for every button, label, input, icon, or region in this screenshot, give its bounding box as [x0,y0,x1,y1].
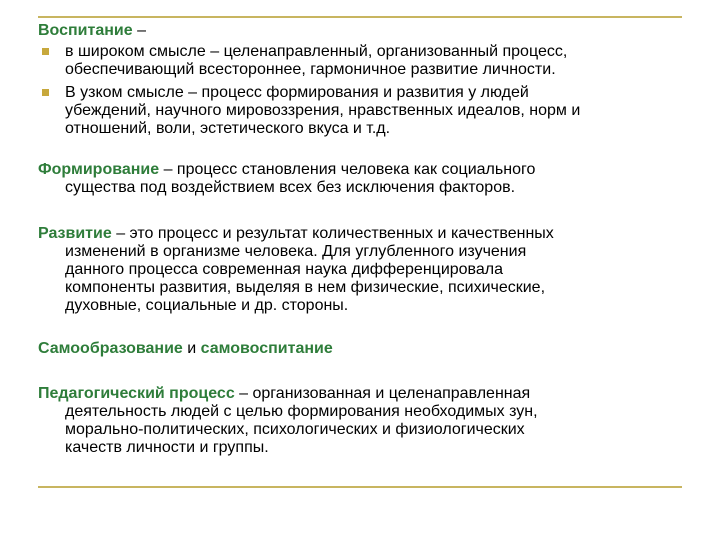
pedagogical-paragraph [38,385,688,457]
slide-content [38,22,688,457]
upbringing-dash: – [132,22,146,39]
development-term: Развитие [38,225,112,242]
pedagogical-line1: – организованная и целенаправленная [234,385,531,402]
formation-line1: – процесс становления человека как социального [159,161,536,178]
broad-sense-line2: обеспечивающий всестороннее, гармоничное развитие личности. [65,61,556,78]
development-line2: изменений в организме человека. Для углубленного изучения [65,243,527,260]
development-paragraph [38,225,688,315]
bullet-square-icon [42,48,49,55]
development-line4: компоненты развития, выделяя в нем физические, психические, [65,279,546,296]
development-line5: духовные, социальные и др. стороны. [65,297,349,314]
development-line3: данного процесса современная наука дифференцировала [65,261,504,278]
self-connector: и [182,340,201,357]
narrow-sense-line2: убеждений, научного мировоззрения, нравственных идеалов, норм и [65,102,581,119]
pedagogical-line3: морально-политических, психологических и физиологических [65,421,525,438]
broad-sense-bullet [38,43,688,79]
self-upbringing-term: самовоспитание [200,340,333,357]
narrow-sense-bullet [38,84,688,138]
upbringing-heading [38,22,688,40]
formation-paragraph [38,161,688,197]
pedagogical-line2: деятельность людей с целью формирования необходимых зун, [65,403,538,420]
pedagogical-line4: качеств личности и группы. [65,439,269,456]
formation-line2: существа под воздействием всех без исключения факторов. [65,179,516,196]
self-education-term: Самообразование [38,340,183,357]
pedagogical-term: Педагогический процесс [38,385,235,402]
bottom-divider [38,486,682,488]
self-education-heading [38,340,688,358]
narrow-sense-line1: В узком смысле – процесс формирования и развития у людей [65,84,529,101]
development-line1: – это процесс и результат количественных и качественных [111,225,554,242]
bullet-square-icon [42,89,49,96]
broad-sense-line1: в широком смысле – целенаправленный, организованный процесс, [65,43,568,60]
top-divider [38,16,682,18]
formation-term: Формирование [38,161,160,178]
upbringing-term: Воспитание [38,22,133,39]
narrow-sense-line3: отношений, воли, эстетического вкуса и т.д. [65,120,391,137]
